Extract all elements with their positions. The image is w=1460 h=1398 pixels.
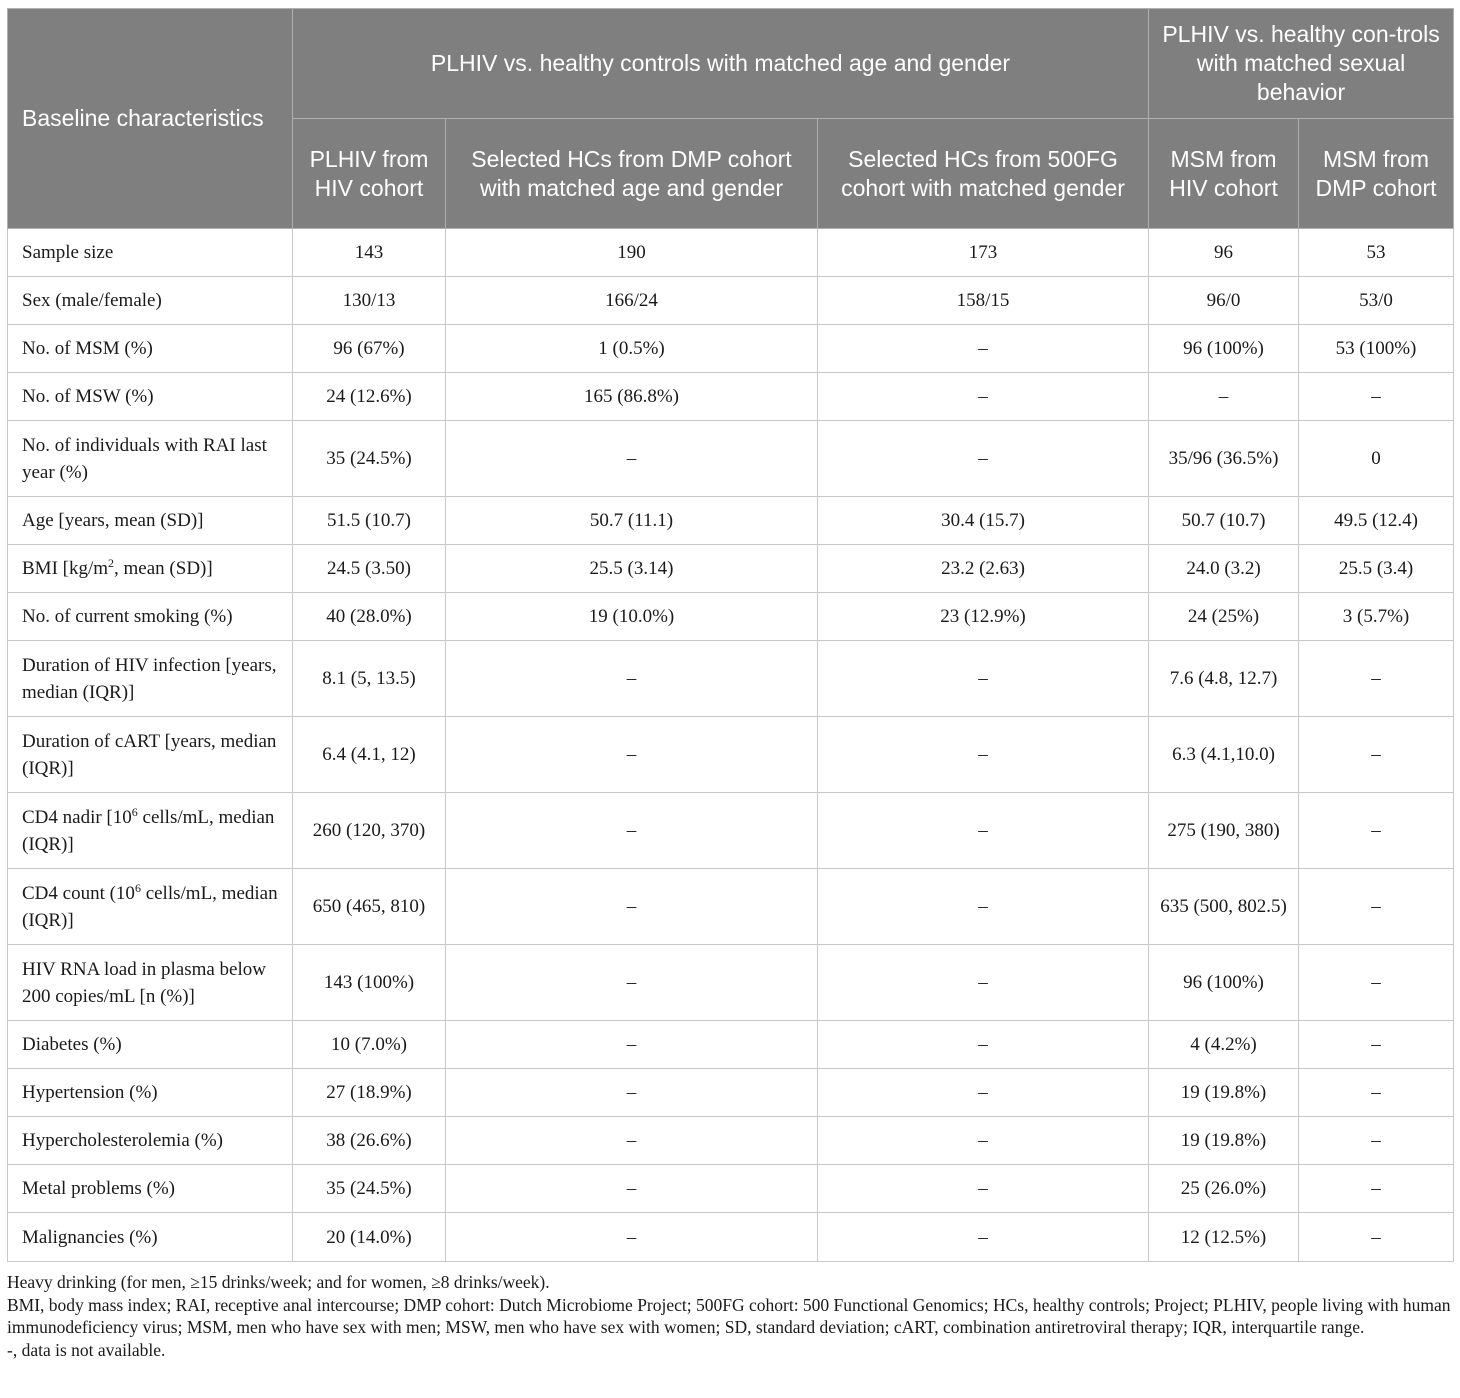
row-label: Sex (male/female): [8, 277, 293, 325]
row-label: Diabetes (%): [8, 1021, 293, 1069]
table-cell: –: [1299, 641, 1454, 717]
table-cell: –: [1299, 793, 1454, 869]
table-cell: –: [446, 641, 818, 717]
table-cell: 4 (4.2%): [1149, 1021, 1299, 1069]
table-cell: –: [818, 1021, 1149, 1069]
table-cell: 25 (26.0%): [1149, 1165, 1299, 1213]
table-cell: 30.4 (15.7): [818, 497, 1149, 545]
table-cell: –: [1149, 373, 1299, 421]
table-cell: 158/15: [818, 277, 1149, 325]
table-cell: –: [818, 641, 1149, 717]
table-cell: 6.3 (4.1,10.0): [1149, 717, 1299, 793]
column-header: MSM from DMP cohort: [1299, 119, 1454, 229]
baseline-characteristics-table: [7, 8, 1454, 1262]
table-cell: –: [446, 793, 818, 869]
row-label: [8, 545, 293, 593]
table-row: [8, 421, 1454, 497]
row-label: [8, 793, 293, 869]
table-cell: –: [446, 869, 818, 945]
table-cell: 7.6 (4.8, 12.7): [1149, 641, 1299, 717]
row-label: No. of MSM (%): [8, 325, 293, 373]
table-footnotes: [7, 1271, 1453, 1361]
table-cell: –: [1299, 1213, 1454, 1262]
table-cell: 190: [446, 229, 818, 277]
table-cell: –: [818, 1165, 1149, 1213]
table-cell: 53 (100%): [1299, 325, 1454, 373]
row-label-superscript: 6: [131, 804, 138, 819]
footnote-heavy-drinking: Heavy drinking (for men, ≥15 drinks/week; and for women, ≥8 drinks/week).: [7, 1272, 550, 1292]
table-row: [8, 373, 1454, 421]
table-cell: –: [818, 793, 1149, 869]
table-row: [8, 1069, 1454, 1117]
table-row: [8, 793, 1454, 869]
table-cell: 24 (25%): [1149, 593, 1299, 641]
table-cell: –: [818, 1117, 1149, 1165]
table-cell: 25.5 (3.4): [1299, 545, 1454, 593]
table-cell: 12 (12.5%): [1149, 1213, 1299, 1262]
table-cell: –: [446, 1117, 818, 1165]
table-cell: –: [446, 1165, 818, 1213]
table-row: [8, 545, 1454, 593]
table-cell: 50.7 (11.1): [446, 497, 818, 545]
row-label: Age [years, mean (SD)]: [8, 497, 293, 545]
table-cell: 35 (24.5%): [293, 421, 446, 497]
table-cell: 260 (120, 370): [293, 793, 446, 869]
table-cell: 35 (24.5%): [293, 1165, 446, 1213]
table-cell: –: [818, 1069, 1149, 1117]
table-cell: 650 (465, 810): [293, 869, 446, 945]
table-row: [8, 1165, 1454, 1213]
table-row: [8, 641, 1454, 717]
column-header: Selected HCs from 500FG cohort with matched gender: [818, 119, 1149, 229]
table-row: [8, 229, 1454, 277]
row-label: No. of current smoking (%): [8, 593, 293, 641]
table-cell: –: [1299, 1069, 1454, 1117]
table-row: [8, 1021, 1454, 1069]
row-label: Duration of cART [years, median (IQR)]: [8, 717, 293, 793]
table-cell: –: [818, 421, 1149, 497]
row-label-text: cells/mL, median (IQR)]: [22, 882, 278, 931]
table-cell: 38 (26.6%): [293, 1117, 446, 1165]
table-cell: 19 (19.8%): [1149, 1117, 1299, 1165]
row-label: Malignancies (%): [8, 1213, 293, 1262]
table-cell: 96 (100%): [1149, 325, 1299, 373]
table-cell: –: [446, 421, 818, 497]
row-label: Duration of HIV infection [years, median (IQR)]: [8, 641, 293, 717]
row-label-text: cells/mL, median (IQR)]: [22, 806, 275, 855]
table-cell: –: [446, 945, 818, 1021]
table-cell: 27 (18.9%): [293, 1069, 446, 1117]
row-label: Sample size: [8, 229, 293, 277]
table-cell: –: [1299, 373, 1454, 421]
table-wrapper: [7, 8, 1453, 1262]
table-cell: 35/96 (36.5%): [1149, 421, 1299, 497]
table-cell: 0: [1299, 421, 1454, 497]
table-cell: 23.2 (2.63): [818, 545, 1149, 593]
table-cell: –: [1299, 1021, 1454, 1069]
column-header: MSM from HIV cohort: [1149, 119, 1299, 229]
table-cell: 40 (28.0%): [293, 593, 446, 641]
table-cell: 96: [1149, 229, 1299, 277]
group-header-age-gender: PLHIV vs. healthy controls with matched age and gender: [293, 9, 1149, 119]
table-cell: –: [1299, 945, 1454, 1021]
corner-header: Baseline characteristics: [8, 9, 293, 229]
table-cell: 143: [293, 229, 446, 277]
row-label-superscript: 2: [108, 556, 115, 570]
table-header: [8, 9, 1454, 229]
table-cell: 24 (12.6%): [293, 373, 446, 421]
table-cell: 96 (100%): [1149, 945, 1299, 1021]
table-row: [8, 277, 1454, 325]
table-cell: 166/24: [446, 277, 818, 325]
table-cell: 1 (0.5%): [446, 325, 818, 373]
table-cell: 53/0: [1299, 277, 1454, 325]
table-cell: –: [1299, 869, 1454, 945]
table-cell: –: [818, 717, 1149, 793]
row-label-text: CD4 nadir [10: [22, 806, 132, 828]
footnote-abbreviations: BMI, body mass index; RAI, receptive anal intercourse; DMP cohort: Dutch Microbiome Project; 500FG cohort: 500 Functional Genomics; HCs, healthy controls; Project; PLHIV, people living with human immunodeficiency virus; MSM, men who have sex with men; MSW, men who have sex with women; SD, standard deviation; cART, combination antiretroviral therapy; IQR, interquartile range.: [7, 1294, 1451, 1337]
table-cell: –: [1299, 717, 1454, 793]
row-label: [8, 869, 293, 945]
row-label-text: BMI [kg/m: [22, 558, 109, 579]
table-cell: 50.7 (10.7): [1149, 497, 1299, 545]
table-cell: 10 (7.0%): [293, 1021, 446, 1069]
table-row: [8, 869, 1454, 945]
table-cell: 23 (12.9%): [818, 593, 1149, 641]
table-cell: –: [1299, 1117, 1454, 1165]
table-cell: 20 (14.0%): [293, 1213, 446, 1262]
table-cell: 165 (86.8%): [446, 373, 818, 421]
table-body: [8, 229, 1454, 1262]
header-group-row: [8, 9, 1454, 119]
row-label-superscript: 6: [134, 880, 141, 895]
column-header: PLHIV from HIV cohort: [293, 119, 446, 229]
table-cell: 635 (500, 802.5): [1149, 869, 1299, 945]
row-label-text: CD4 count (10: [22, 882, 135, 904]
table-cell: –: [446, 1021, 818, 1069]
table-row: [8, 1213, 1454, 1262]
table-row: [8, 325, 1454, 373]
table-cell: 275 (190, 380): [1149, 793, 1299, 869]
row-label: HIV RNA load in plasma below 200 copies/mL [n (%)]: [8, 945, 293, 1021]
row-label: No. of MSW (%): [8, 373, 293, 421]
table-cell: 143 (100%): [293, 945, 446, 1021]
row-label: Hypertension (%): [8, 1069, 293, 1117]
row-label: Metal problems (%): [8, 1165, 293, 1213]
table-cell: –: [818, 869, 1149, 945]
table-cell: –: [446, 717, 818, 793]
table-cell: 130/13: [293, 277, 446, 325]
table-cell: 19 (19.8%): [1149, 1069, 1299, 1117]
table-cell: 24.5 (3.50): [293, 545, 446, 593]
table-cell: 6.4 (4.1, 12): [293, 717, 446, 793]
table-cell: –: [818, 325, 1149, 373]
table-cell: –: [818, 373, 1149, 421]
table-cell: –: [446, 1213, 818, 1262]
table-row: [8, 1117, 1454, 1165]
table-cell: 49.5 (12.4): [1299, 497, 1454, 545]
row-label: Hypercholesterolemia (%): [8, 1117, 293, 1165]
table-cell: 53: [1299, 229, 1454, 277]
table-row: [8, 497, 1454, 545]
table-cell: 96 (67%): [293, 325, 446, 373]
row-label: No. of individuals with RAI last year (%): [8, 421, 293, 497]
table-cell: 25.5 (3.14): [446, 545, 818, 593]
table-cell: –: [818, 1213, 1149, 1262]
table-cell: 24.0 (3.2): [1149, 545, 1299, 593]
table-cell: 51.5 (10.7): [293, 497, 446, 545]
table-row: [8, 593, 1454, 641]
group-header-sexual-behavior: PLHIV vs. healthy con-trols with matched sexual behavior: [1149, 9, 1454, 119]
table-cell: –: [818, 945, 1149, 1021]
table-row: [8, 717, 1454, 793]
table-cell: 8.1 (5, 13.5): [293, 641, 446, 717]
table-cell: 19 (10.0%): [446, 593, 818, 641]
table-row: [8, 945, 1454, 1021]
footnote-not-available: -, data is not available.: [7, 1339, 166, 1360]
row-label-text: , mean (SD)]: [114, 558, 213, 579]
table-cell: –: [446, 1069, 818, 1117]
table-cell: 96/0: [1149, 277, 1299, 325]
table-cell: 173: [818, 229, 1149, 277]
column-header: Selected HCs from DMP cohort with matched age and gender: [446, 119, 818, 229]
table-cell: –: [1299, 1165, 1454, 1213]
table-cell: 3 (5.7%): [1299, 593, 1454, 641]
